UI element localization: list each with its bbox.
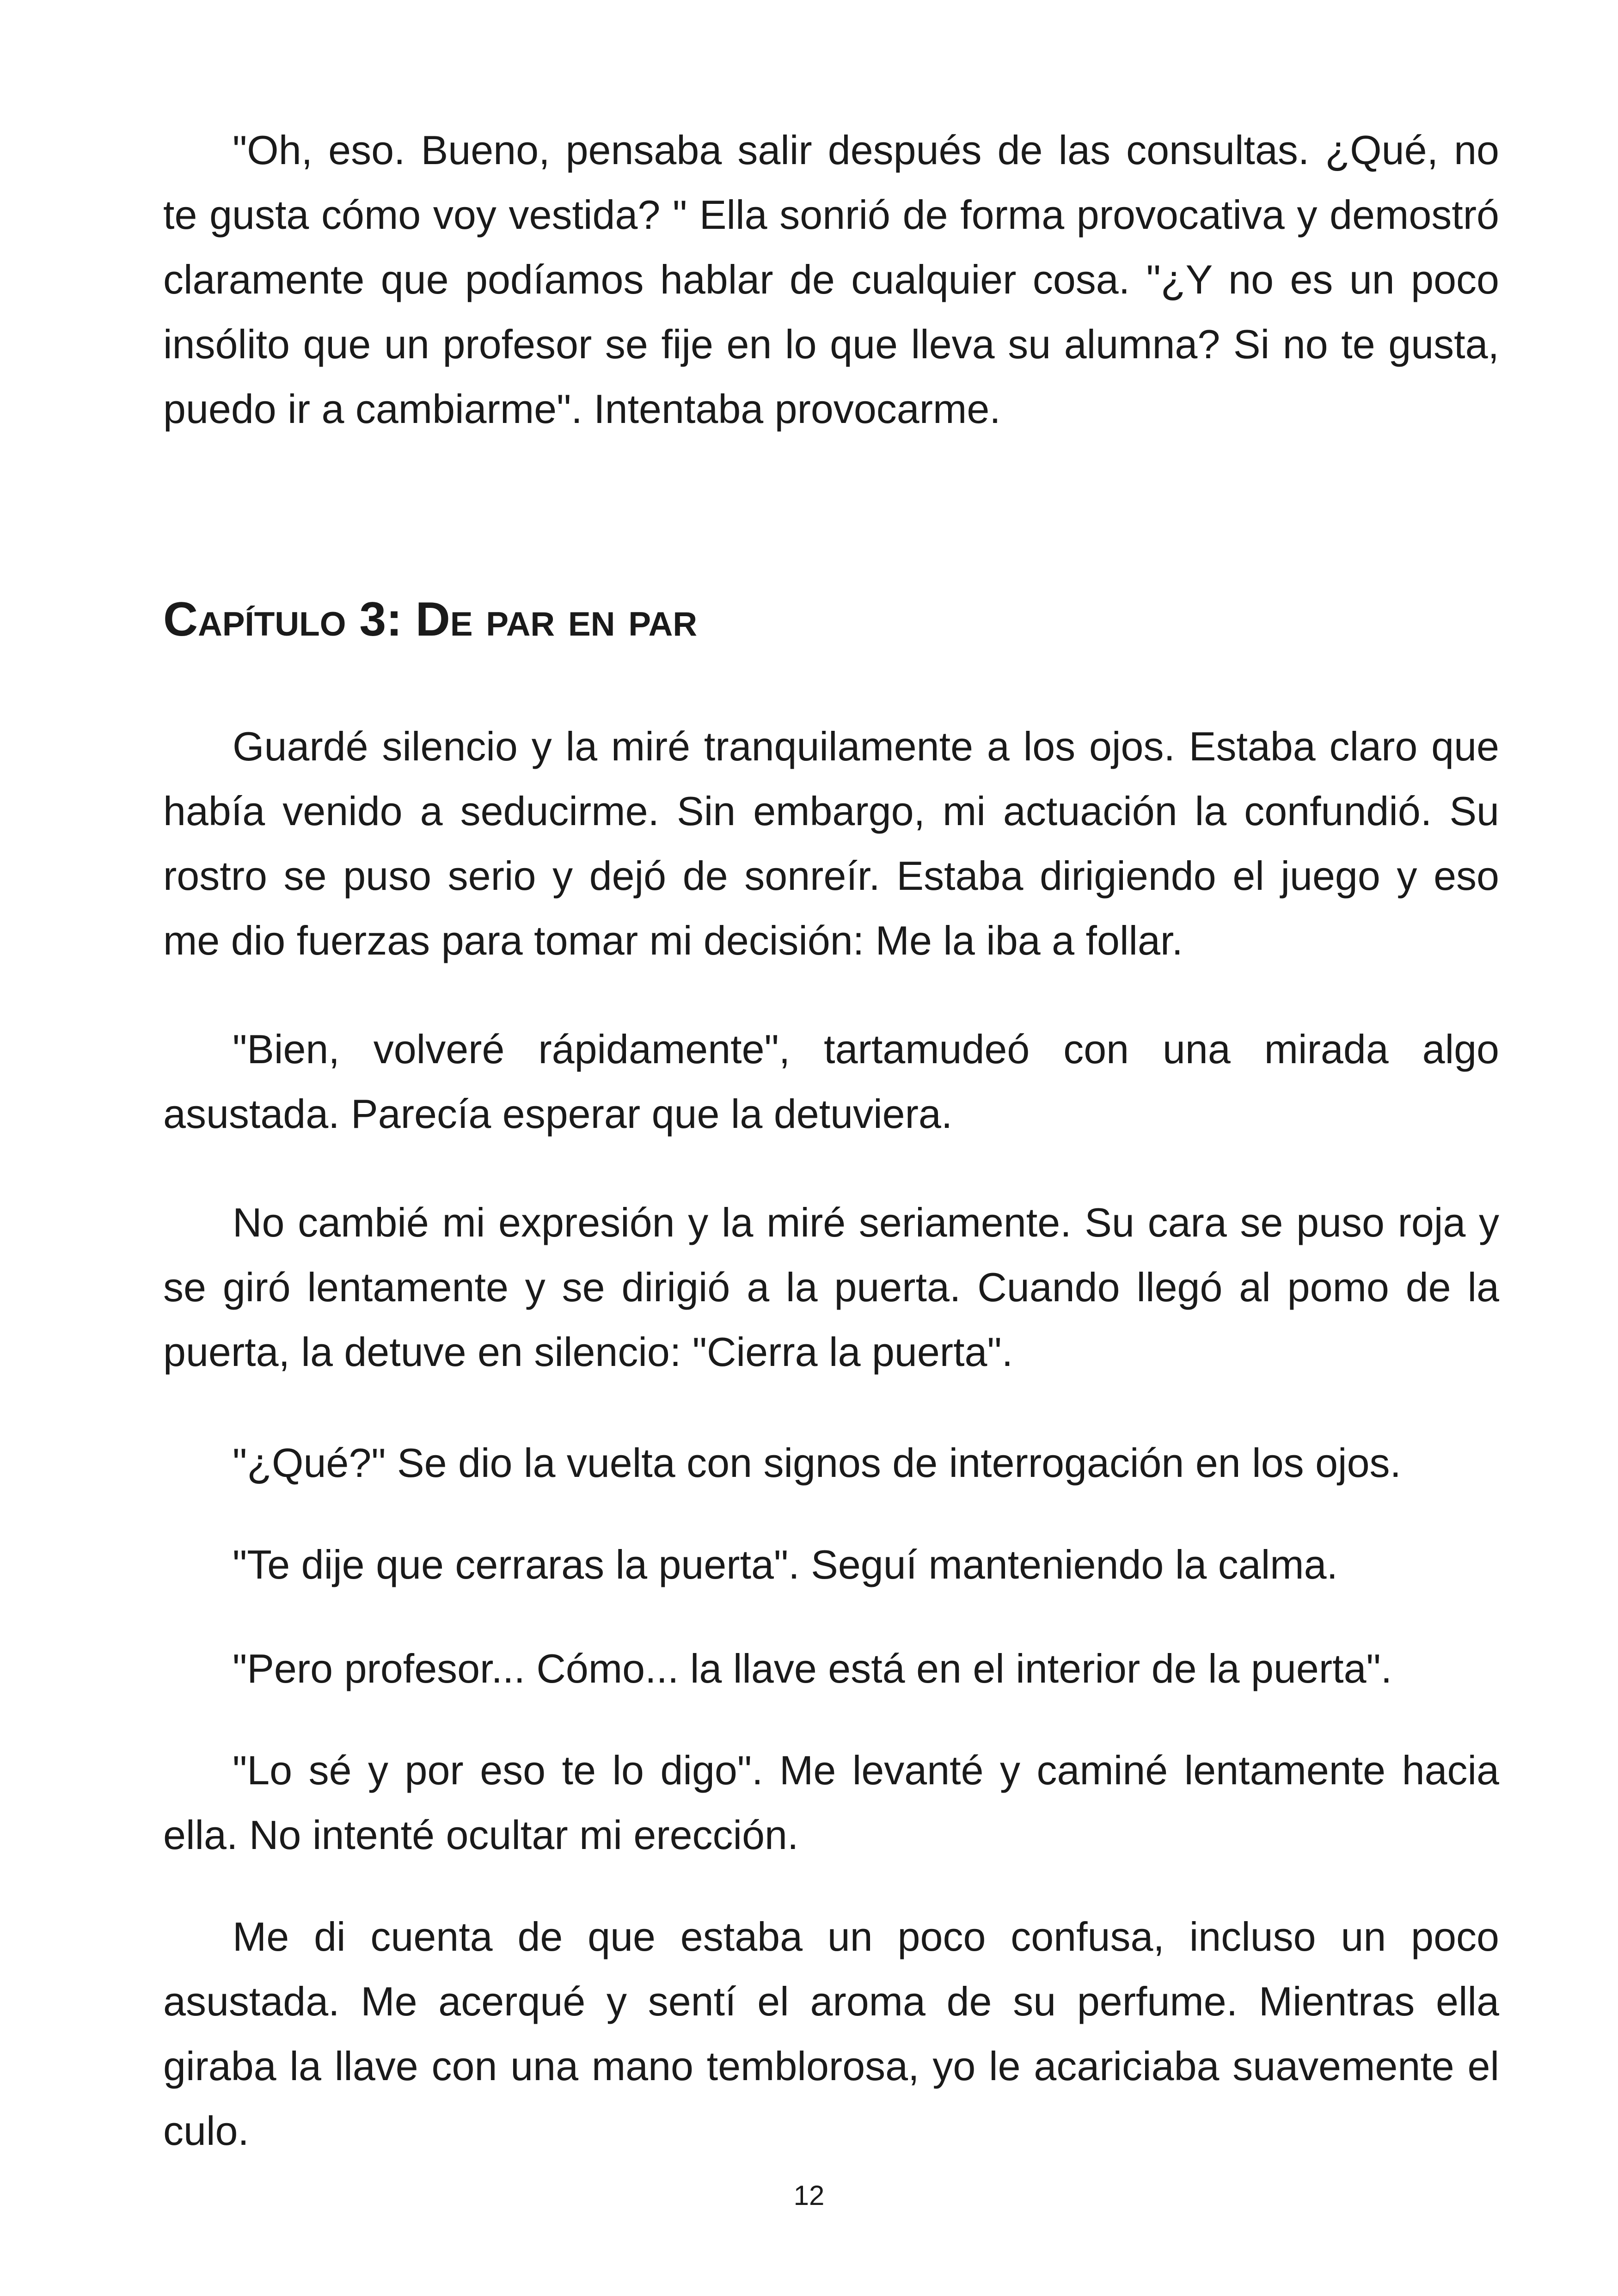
- paragraph-block-8: [163, 1904, 1499, 2163]
- paragraph-block-5: [163, 1532, 1499, 1597]
- paragraph: "Pero profesor... Cómo... la llave está en el interior de la puerta".: [233, 1646, 1392, 1691]
- paragraph-block-3: [163, 1190, 1499, 1384]
- chapter-heading: Capítulo 3: De par en par: [163, 593, 698, 646]
- paragraph-block-6: [163, 1636, 1499, 1701]
- paragraph: "¿Qué?" Se dio la vuelta con signos de interrogación en los ojos.: [233, 1440, 1401, 1486]
- paragraph: "Lo sé y por eso te lo digo". Me levanté y caminé lentamente hacia ella. No intenté ocultar mi erección.: [163, 1747, 1499, 1858]
- paragraph: "Te dije que cerraras la puerta". Seguí manteniendo la calma.: [233, 1542, 1338, 1587]
- paragraph: No cambié mi expresión y la miré seriamente. Su cara se puso roja y se giró lentamente y se dirigió a la puerta. Cuando llegó al pomo de la puerta, la detuve en silencio: "Cierra la puerta".: [163, 1200, 1499, 1375]
- paragraph: Me di cuenta de que estaba un poco confusa, incluso un poco asustada. Me acerqué y sentí el aroma de su perfume. Mientras ella giraba la llave con una mano temblorosa, yo le acariciaba suavemente el culo.: [163, 1914, 1499, 2154]
- paragraph-block-4: [163, 1431, 1499, 1495]
- paragraph-block-2: [163, 1017, 1499, 1146]
- page-number: 12: [793, 2180, 825, 2211]
- paragraph-block-1: [163, 714, 1499, 973]
- opening-paragraph: "Oh, eso. Bueno, pensaba salir después de las consultas. ¿Qué, no te gusta cómo voy vestida? " Ella sonrió de forma provocativa y demostró claramente que podíamos hablar de cualquier cosa. "¿Y no es un poco insólito que un profesor se fije en lo que lleva su alumna? Si no te gusta, puedo ir a cambiarme". Intentaba provocarme.: [163, 127, 1499, 432]
- paragraph-block-7: [163, 1738, 1499, 1867]
- paragraph: Guardé silencio y la miré tranquilamente a los ojos. Estaba claro que había venido a seducirme. Sin embargo, mi actuación la confundió. Su rostro se puso serio y dejó de sonreír. Estaba dirigiendo el juego y eso me dio fuerzas para tomar mi decisión: Me la iba a follar.: [163, 723, 1499, 963]
- opening-text-block: [163, 118, 1499, 441]
- paragraph: "Bien, volveré rápidamente", tartamudeó con una mirada algo asustada. Parecía esperar que la detuviera.: [163, 1026, 1499, 1137]
